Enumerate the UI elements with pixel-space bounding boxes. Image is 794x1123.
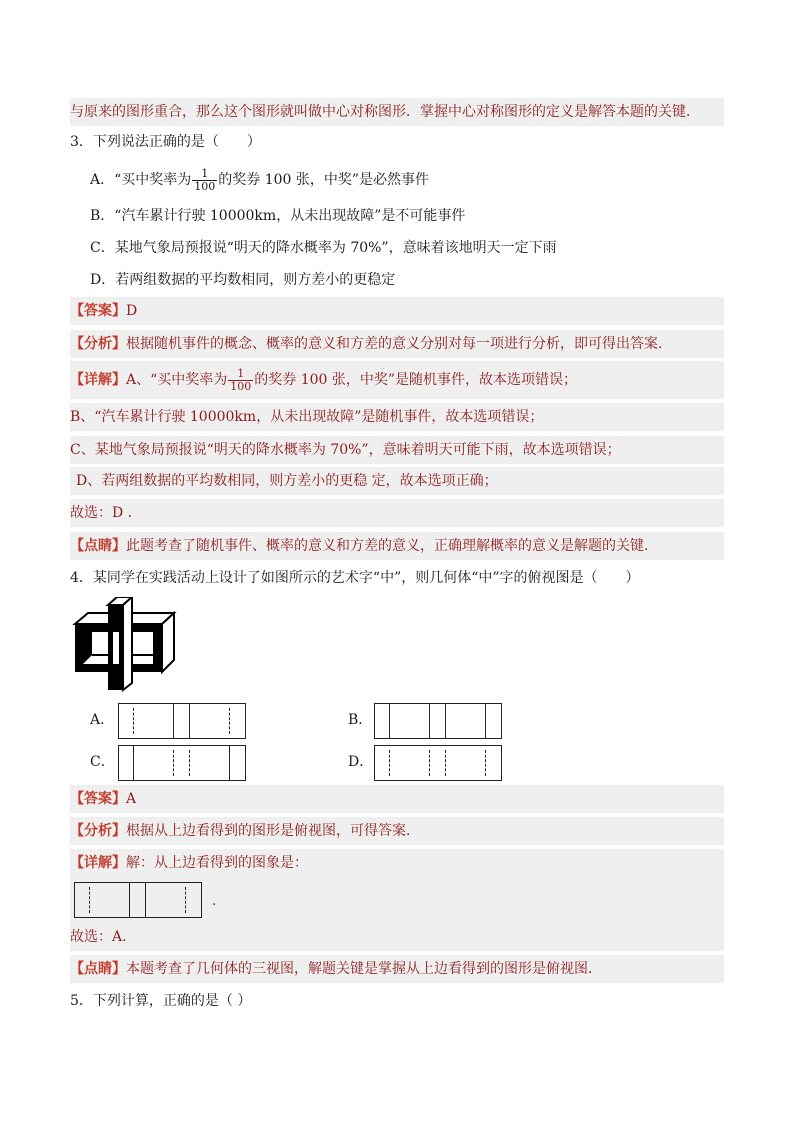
fraction (192, 168, 217, 193)
fraction (228, 368, 253, 393)
comment-text: 此题考查了随机事件、概率的意义和方差的意义，正确理解概率的意义是解题的关键． (126, 538, 658, 554)
q3-option-a-post: 的奖券 100 张，中奖”是必然事件 (218, 172, 430, 188)
q3-option-c: C．某地气象局预报说“明天的降水概率为 70%”，意味着该地明天一定下雨 (90, 240, 557, 256)
option-c-figure (118, 745, 246, 781)
hidden-line (389, 750, 390, 776)
q4-detail (70, 849, 724, 877)
q3-option-a (90, 166, 744, 194)
q4-answer (70, 785, 724, 813)
q4-choose: 故选：A． (70, 923, 724, 951)
detail-text: 解：从上边看得到的图象是： (126, 855, 308, 871)
q3-comment (70, 532, 724, 560)
detail-tag: 【详解】 (70, 372, 126, 388)
hidden-line (445, 750, 446, 776)
visible-line (485, 704, 486, 738)
q3-option-b: B．“汽车累计行驶 10000km，从未出现故障”是不可能事件 (90, 208, 466, 224)
q3-stem: 3．下列说法正确的是（ ） (70, 134, 261, 150)
fraction-numerator: 1 (192, 168, 217, 181)
option-a-figure (118, 703, 246, 739)
q5-stem: 5．下列计算，正确的是（ ） (70, 993, 252, 1009)
analysis-tag: 【分析】 (70, 336, 126, 352)
q4-label-b: B． (348, 712, 373, 728)
answer-tag: 【答案】 (70, 303, 126, 319)
hidden-line (185, 887, 186, 913)
detail-a-post: 的奖券 100 张，中奖”是随机事件，故本选项错误； (254, 372, 578, 388)
q4-detail-figure-row (70, 877, 724, 923)
q3-detail-b: B、“汽车累计行驶 10000km，从未出现故障”是随机事件，故本选项错误； (70, 403, 724, 431)
comment-text: 本题考查了几何体的三视图，解题关键是掌握从上边看得到的图形是俯视图． (126, 961, 602, 977)
visible-line (173, 704, 174, 738)
detail-a-pre: A、“买中奖率为 (126, 372, 228, 388)
analysis-text: 根据从上边看得到的图形是俯视图，可得答案． (126, 823, 420, 839)
hidden-line (485, 750, 486, 776)
q4-analysis (70, 817, 724, 845)
q3-detail-d: D、若两组数据的平均数相同，则方差小的更稳 定，故本选项正确； (70, 467, 724, 495)
q4-label-d: D． (348, 754, 374, 770)
comment-tag: 【点睛】 (70, 538, 126, 554)
hidden-line (429, 750, 430, 776)
fraction-denominator: 100 (194, 179, 216, 193)
q4-comment (70, 955, 724, 983)
visible-line (229, 746, 230, 780)
q4-stem: 4．某同学在实践活动上设计了如图所示的艺术字“中”，则几何体“中”字的俯视图是（ ） (70, 570, 640, 586)
visible-line (145, 883, 146, 917)
q4-label-c: C． (90, 754, 115, 770)
q3-detail-c: C、某地气象局预报说“明天的降水概率为 70%”，意味着明天可能下雨，故本选项错误； (70, 436, 724, 464)
visible-line (189, 704, 190, 738)
fraction-denominator: 100 (230, 379, 252, 393)
hidden-line (89, 887, 90, 913)
option-b-figure (374, 703, 502, 739)
hidden-line (189, 750, 190, 776)
q3-option-d: D．若两组数据的平均数相同，则方差小的更稳定 (90, 272, 396, 288)
hidden-line (133, 708, 134, 734)
detail-tag: 【详解】 (70, 855, 126, 871)
q3-choose: 故选：D ． (70, 499, 724, 527)
q3-answer (70, 297, 724, 325)
visible-line (429, 704, 430, 738)
answer-tag: 【答案】 (70, 791, 126, 807)
q4-label-a: A． (90, 712, 115, 728)
hidden-line (229, 708, 230, 734)
detail-figure (74, 882, 202, 918)
visible-line (129, 883, 130, 917)
visible-line (133, 746, 134, 780)
detail-figure-dot: ． (212, 893, 226, 909)
q3-option-a-pre: A．“买中奖率为 (90, 172, 192, 188)
analysis-tag: 【分析】 (70, 823, 126, 839)
analysis-text: 根据随机事件的概念、概率的意义和方差的意义分别对每一项进行分析，即可得出答案． (126, 336, 672, 352)
fraction-numerator: 1 (228, 368, 253, 381)
q3-detail-a (70, 361, 724, 399)
previous-note: 与原来的图形重合，那么这个图形就叫做中心对称图形．掌握中心对称图形的定义是解答本题的关键． (70, 98, 724, 126)
hidden-line (173, 750, 174, 776)
option-d-figure (374, 745, 502, 781)
q3-analysis (70, 330, 724, 358)
visible-line (445, 704, 446, 738)
comment-tag: 【点睛】 (70, 961, 126, 977)
visible-line (389, 704, 390, 738)
answer-value: A (126, 791, 137, 807)
answer-value: D (126, 303, 138, 319)
zhong-character-figure (72, 597, 178, 693)
